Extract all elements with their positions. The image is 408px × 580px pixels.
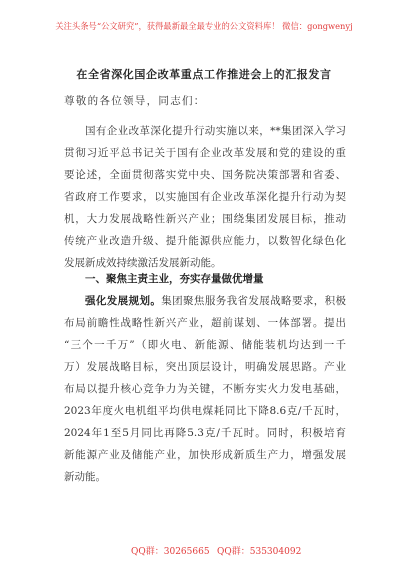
paragraph-lead: 强化发展规划。 <box>85 295 162 307</box>
paragraph-line: 要论述，全面贯彻落实党中央、国务院决策部署和省委、 <box>64 169 346 181</box>
paragraph-line: 发展新成效持续激活发展新动能。 <box>64 257 222 269</box>
paragraph-line: 贯彻习近平总书记关于国有企业改革发展和党的建设的重 <box>64 147 346 159</box>
paragraph-intro <box>64 120 346 274</box>
paragraph-line: 布局前瞻性战略性新兴产业，超前谋划、一体部署。提出 <box>64 317 346 329</box>
paragraph-line: 新能源产业及储能产业，加快形成新质生产力，增强发展 <box>64 449 346 461</box>
section-1 <box>64 268 346 488</box>
paragraph-line: 传统产业改造升级、提升能源供应能力，以数智化绿色化 <box>64 235 346 247</box>
footer <box>0 544 408 558</box>
paragraph-line: 省政府工作要求，以实施国有企业改革深化提升行动为契 <box>64 191 346 203</box>
section-heading: 一、聚焦主责主业，夯实存量做优增量 <box>85 273 264 285</box>
paragraph-line-text: 集团聚焦服务我省发展战略要求，积极 <box>161 295 347 307</box>
paragraph-line: 2024年1至5月同比再降5.3克/千瓦时。同时，积极培育 <box>64 427 346 439</box>
paragraph-line: 新动能。 <box>64 471 106 483</box>
document-title: 在全省深化国企改革重点工作推进会上的汇报发言 <box>76 68 332 81</box>
paragraph-line: 国有企业改革深化提升行动实施以来，**集团深入学习 <box>85 125 346 137</box>
paragraph-line: 2023年度火电机组平均供电煤耗同比下降8.6克/千瓦时， <box>64 405 346 417</box>
qq-group-1: QQ群：30265665 <box>131 547 210 557</box>
paragraph-line: 万）发展战略目标，突出顶层设计，明确发展思路。产业 <box>64 361 346 373</box>
paragraph-line: 布局以提升核心竞争力为关键，不断夯实火力发电基础， <box>64 383 346 395</box>
greeting: 尊敬的各位领导，同志们： <box>64 95 206 107</box>
qq-group-2: QQ群：535304092 <box>217 547 302 557</box>
paragraph-line: “三个一千万”（即火电、新能源、储能装机均达到一千 <box>64 339 346 351</box>
promo-banner: 关注头条号“公文研究”，获得最新最全最专业的公文资料库！ 微信：gongwenyj <box>55 21 353 31</box>
paragraph-line: 机，大力发展战略性新兴产业；围绕集团发展目标，推动 <box>64 213 346 225</box>
paragraph-line <box>64 290 346 312</box>
